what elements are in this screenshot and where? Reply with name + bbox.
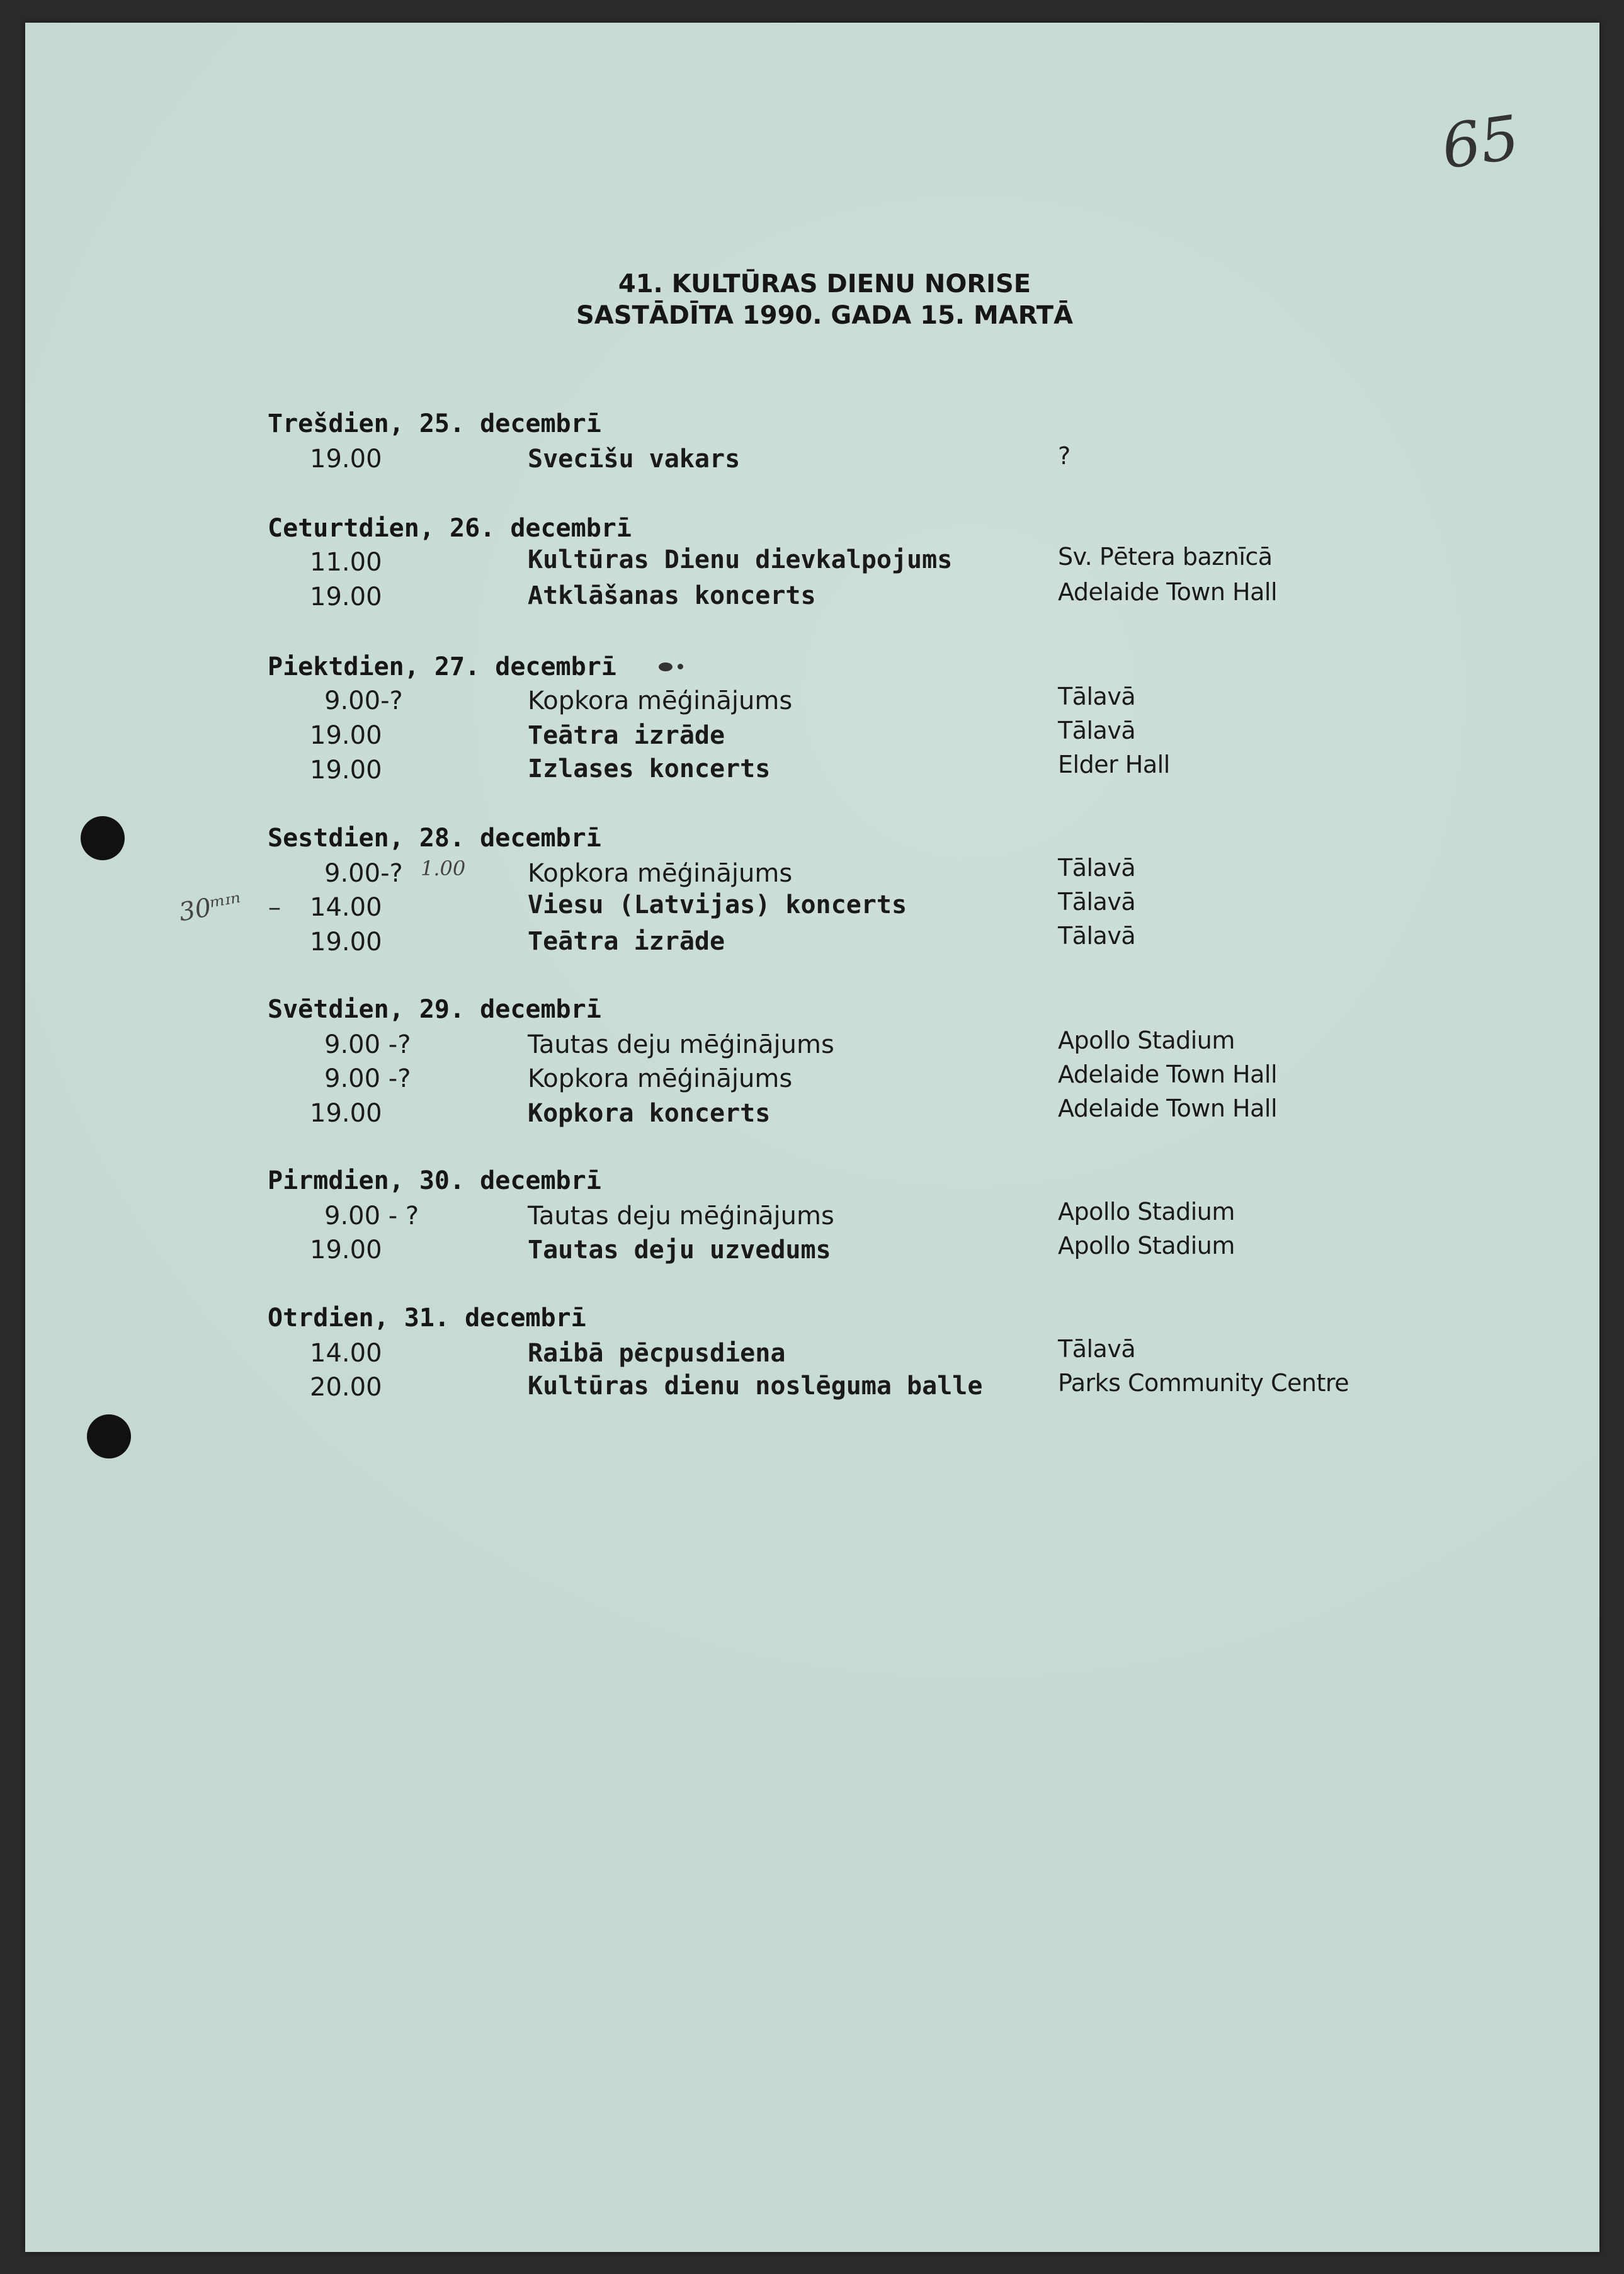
event-place: Tālavā [1058,854,1136,882]
event-title: Izlases koncerts [528,754,771,783]
event-place: Tālavā [1058,717,1136,744]
event-title: Atklāšanas koncerts [528,581,816,610]
event-title: Kultūras dienu noslēguma balle [528,1372,983,1401]
day-heading: Sestdien, 28. decembrī [268,824,601,853]
day-heading: Pirmdien, 30. decembrī [268,1166,601,1195]
handwritten-note: 30ᵐᶦⁿ [176,887,244,928]
event-time: 20.00 [310,1373,382,1402]
event-title: Teātra izrāde [528,721,725,750]
event-title: Kultūras Dienu dievkalpojums [528,545,953,574]
event-title: Teātra izrāde [528,927,725,956]
event-title: Viesu (Latvijas) koncerts [528,890,907,919]
event-place: Tālavā [1058,1335,1136,1363]
event-time: 9.00 -? [324,1030,411,1059]
event-time: 19.00 [310,721,382,750]
event-place: Tālavā [1058,683,1136,710]
event-time: 19.00 [310,583,382,611]
event-place: Apollo Stadium [1058,1232,1235,1259]
event-title: Raibā pēcpusdiena [528,1339,786,1368]
event-title: Kopkora mēģinājums [528,686,793,715]
event-time: 14.00 [310,1339,382,1368]
document-subtitle: SASTĀDĪTA 1990. GADA 15. MARTĀ [576,301,1074,330]
event-time: 19.00 [310,756,382,785]
event-time: 9.00-? [324,859,403,888]
event-time: 19.00 [310,445,382,474]
event-title: Tautas deju mēģinājums [528,1030,834,1059]
event-time: 19.00 [310,1099,382,1128]
day-heading: Otrdien, 31. decembrī [268,1304,586,1333]
event-time: 9.00 -? [324,1064,411,1093]
event-place: Elder Hall [1058,751,1170,778]
event-title: Tautas deju uzvedums [528,1236,831,1265]
event-place: Parks Community Centre [1058,1369,1349,1397]
event-place: Adelaide Town Hall [1058,1060,1278,1088]
ink-speck [659,662,673,671]
handwritten-dash: – [268,893,281,922]
event-time: 14.00 [310,893,382,922]
event-time: 9.00-? [324,686,403,715]
handwritten-note: 1.00 [421,856,466,880]
event-place: Tālavā [1058,922,1136,950]
event-title: Kopkora koncerts [528,1099,771,1128]
day-heading: Ceturtdien, 26. decembrī [268,514,632,543]
event-time: 19.00 [310,928,382,957]
event-time: 19.00 [310,1236,382,1265]
day-heading: Trešdien, 25. decembrī [268,409,601,438]
event-title: Kopkora mēģinājums [528,1064,793,1093]
event-time: 11.00 [310,548,382,577]
event-place: Adelaide Town Hall [1058,578,1278,606]
event-place: Sv. Pētera baznīcā [1058,543,1273,571]
event-title: Svecīšu vakars [528,445,741,474]
handwritten-page-number: 65 [1437,102,1524,183]
day-heading: Svētdien, 29. decembrī [268,995,601,1024]
ink-speck [678,664,683,669]
day-heading: Piektdien, 27. decembrī [268,652,616,681]
event-place: Apollo Stadium [1058,1198,1235,1225]
event-title: Tautas deju mēģinājums [528,1202,834,1231]
event-place: ? [1058,442,1070,470]
event-title: Kopkora mēģinājums [528,859,793,888]
event-place: Tālavā [1058,888,1136,916]
event-place: Apollo Stadium [1058,1026,1235,1054]
document-title: 41. KULTŪRAS DIENU NORISE [618,270,1031,298]
event-time: 9.00 - ? [324,1202,419,1231]
event-place: Adelaide Town Hall [1058,1094,1278,1122]
